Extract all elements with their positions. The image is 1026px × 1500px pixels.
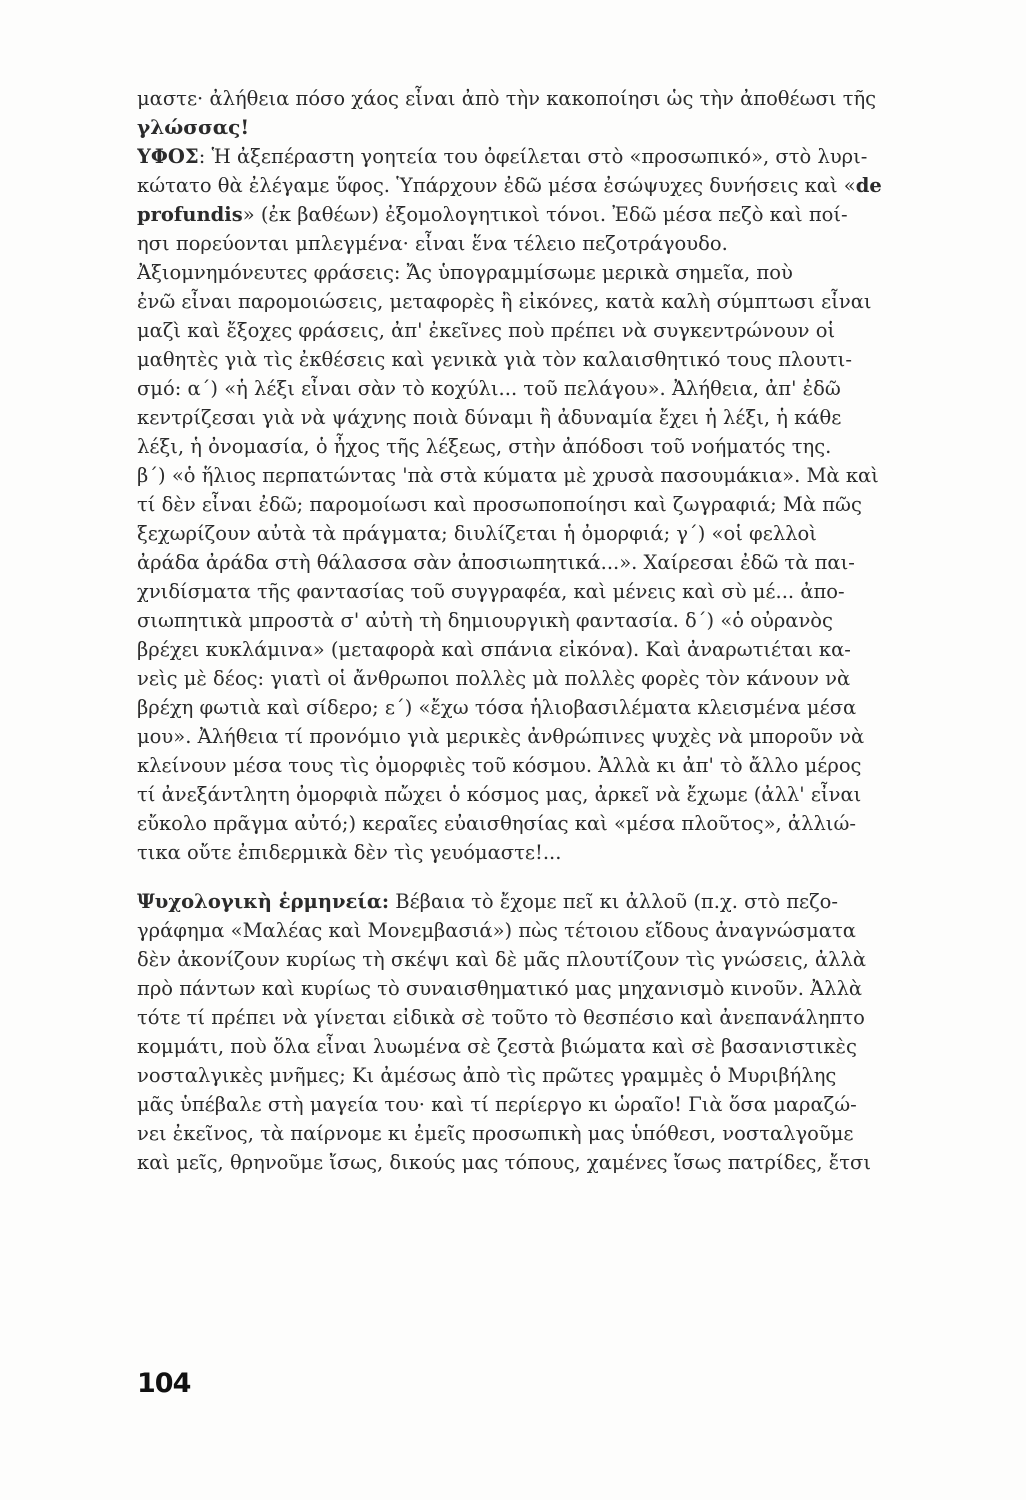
text-line: ξεχωρίζουν αὐτὰ τὰ πράγματα; διυλίζεται ἡ ὀμορφιά; γ΄) «οἱ φελλοὶ (137, 522, 817, 545)
text-line: νοσταλγικὲς μνῆμες; Κι ἀμέσως ἀπὸ τὶς πρῶτες γραμμὲς ὁ Μυριβήλης (137, 1064, 837, 1087)
text-line: β΄) «ὁ ἥλιος περπατώντας 'πὰ στὰ κύματα μὲ χρυσὰ πασουμάκια». Μὰ καὶ (137, 464, 879, 487)
text-line (137, 171, 937, 200)
text-line: κεντρίζεσαι γιὰ νὰ ψάχνης ποιὰ δύναμι ἢ ἀδυναμία ἔχει ἡ λέξι, ἡ κάθε (137, 406, 842, 429)
yfos-line-1-text: : Ἡ ἀξεπέραστη γοητεία του ὀφείλεται στὸ «προσωπικό», στὸ λυρι- (198, 145, 868, 168)
text-line: τότε τί πρέπει νὰ γίνεται εἰδικὰ σὲ τοῦτο τὸ θεσπέσιο καὶ ἀνεπανάληπτο (137, 1006, 865, 1029)
text-line: κομμάτι, ποὺ ὅλα εἶναι λυωμένα σὲ ζεστὰ βιώματα καὶ σὲ βασανιστικὲς (137, 1035, 857, 1058)
glossas-line: γλώσσας! (137, 115, 250, 139)
text-line: νει ἐκεῖνος, τὰ παίρνομε κι ἐμεῖς προσωπικὴ μας ὑπόθεσι, νοσταλγοῦμε (137, 1122, 854, 1145)
text-line: τί ἀνεξάντλητη ὀμορφιὰ πὤχει ὁ κόσμος μας, ἀρκεῖ νὰ ἔχωμε (ἀλλ' εἶναι (137, 783, 862, 806)
text-line: μαστε· ἀλήθεια πόσο χάος εἶναι ἀπὸ τὴν κακοποίησι ὡς τὴν ἀποθέωσι τῆς (137, 87, 877, 110)
text-line: βρέχη φωτιὰ καὶ σίδερο; ε΄) «ἔχω τόσα ἡλιοβασιλέματα κλεισμένα μέσα (137, 696, 857, 719)
page-number: 104 (137, 1368, 191, 1399)
text-line: βρέχει κυκλάμινα» (μεταφορὰ καὶ σπάνια εἰκόνα). Καὶ ἀναρωτιέται κα- (137, 638, 851, 661)
text-line (137, 142, 937, 171)
text-line: νεὶς μὲ δέος: γιατὶ οἱ ἄνθρωποι πολλὲς μὰ πολλὲς φορὲς τὸν κάνουν νὰ (137, 667, 851, 690)
text-line: πρὸ πάντων καὶ κυρίως τὸ συναισθηματικό μας μηχανισμὸ κινοῦν. Ἀλλὰ (137, 977, 863, 1000)
text-line: ἐνῶ εἶναι παρομοιώσεις, μεταφορὲς ἢ εἰκόνες, κατὰ καλὴ σύμπτωσι εἶναι (137, 290, 872, 313)
text-line: μᾶς ὑπέβαλε στὴ μαγεία του· καὶ τί περίεργο κι ὡραῖο! Γιὰ ὅσα μαραζώ- (137, 1093, 857, 1116)
text-line (137, 200, 937, 229)
text-line: τικα οὔτε ἐπιδερμικὰ δὲν τὶς γευόμαστε!... (137, 841, 562, 864)
text-line: εὔκολο πρᾶγμα αὐτό;) κεραῖες εὐαισθησίας καὶ «μέσα πλοῦτος», ἀλλιώ- (137, 812, 856, 835)
body-text (137, 84, 937, 1177)
text-line: γράφημα «Μαλέας καὶ Μονεμβασιά») πὼς τέτοιου εἴδους ἀναγνώσματα (137, 919, 856, 942)
paragraph-gap (137, 867, 937, 887)
text-line: μαθητὲς γιὰ τὶς ἐκθέσεις καὶ γενικὰ γιὰ τὸν καλαισθητικό τους πλουτι- (137, 348, 852, 371)
profundis-word: profundis (137, 203, 243, 226)
psychologiki-first-text: Βέβαια τὸ ἔχομε πεῖ κι ἀλλοῦ (π.χ. στὸ πεζο- (389, 890, 839, 913)
text-line: ησι πορεύονται μπλεγμένα· εἶναι ἕνα τέλειο πεζοτράγουδο. (137, 232, 728, 255)
text-line: ἀράδα ἀράδα στὴ θάλασσα σὰν ἀποσιωπητικά...». Χαίρεσαι ἐδῶ τὰ παι- (137, 551, 855, 574)
yfos-line-2-text: κώτατο θὰ ἐλέγαμε ὕφος. Ὑπάρχουν ἐδῶ μέσα ἐσώψυχες δυνήσεις καὶ « (137, 174, 856, 197)
text-line (137, 887, 937, 916)
text-line: Ἀξιομνημόνευτες φράσεις: Ἄς ὑπογραμμίσωμε μερικὰ σημεῖα, ποὺ (137, 261, 793, 284)
text-line: σιωπητικὰ μπροστὰ σ' αὐτὴ τὴ δημιουργικὴ φαντασία. δ΄) «ὁ οὐρανὸς (137, 609, 833, 632)
text-line: κλείνουν μέσα τους τὶς ὀμορφιὲς τοῦ κόσμου. Ἀλλὰ κι ἀπ' τὸ ἄλλο μέρος (137, 754, 862, 777)
text-line: μαζὶ καὶ ἔξοχες φράσεις, ἀπ' ἐκεῖνες ποὺ πρέπει νὰ συγκεντρώνουν οἱ (137, 319, 836, 342)
de-word: de (855, 174, 882, 197)
text-line: καὶ μεῖς, θρηνοῦμε ἴσως, δικούς μας τόπους, χαμένες ἴσως πατρίδες, ἔτσι (137, 1151, 871, 1174)
text-line: δὲν ἀκονίζουν κυρίως τὴ σκέψι καὶ δὲ μᾶς πλουτίζουν τὶς γνώσεις, ἀλλὰ (137, 948, 867, 971)
text-line: τί δὲν εἶναι ἐδῶ; παρομοίωσι καὶ προσωποποίησι καὶ ζωγραφιά; Μὰ πῶς (137, 493, 862, 516)
yfos-label: ΥΦΟΣ (137, 145, 199, 168)
text-line: χνιδίσματα τῆς φαντασίας τοῦ συγγραφέα, καὶ μένεις καὶ σὺ μέ... ἀπο- (137, 580, 845, 603)
yfos-line-3-text: » (ἐκ βαθέων) ἐξομολογητικοὶ τόνοι. Ἐδῶ μέσα πεζὸ καὶ ποί- (242, 203, 848, 226)
text-line: λέξι, ἡ ὀνομασία, ὁ ἦχος τῆς λέξεως, στὴν ἀπόδοσι τοῦ νοήματός της. (137, 435, 832, 458)
text-line: μου». Ἀλήθεια τί προνόμιο γιὰ μερικὲς ἀνθρώπινες ψυχὲς νὰ μποροῦν νὰ (137, 725, 865, 748)
text-line: σμό: α΄) «ἡ λέξι εἶναι σὰν τὸ κοχύλι... τοῦ πελάγου». Ἀλήθεια, ἀπ' ἐδῶ (137, 377, 841, 400)
psychologiki-label: Ψυχολογικὴ ἑρμηνεία: (137, 890, 390, 913)
